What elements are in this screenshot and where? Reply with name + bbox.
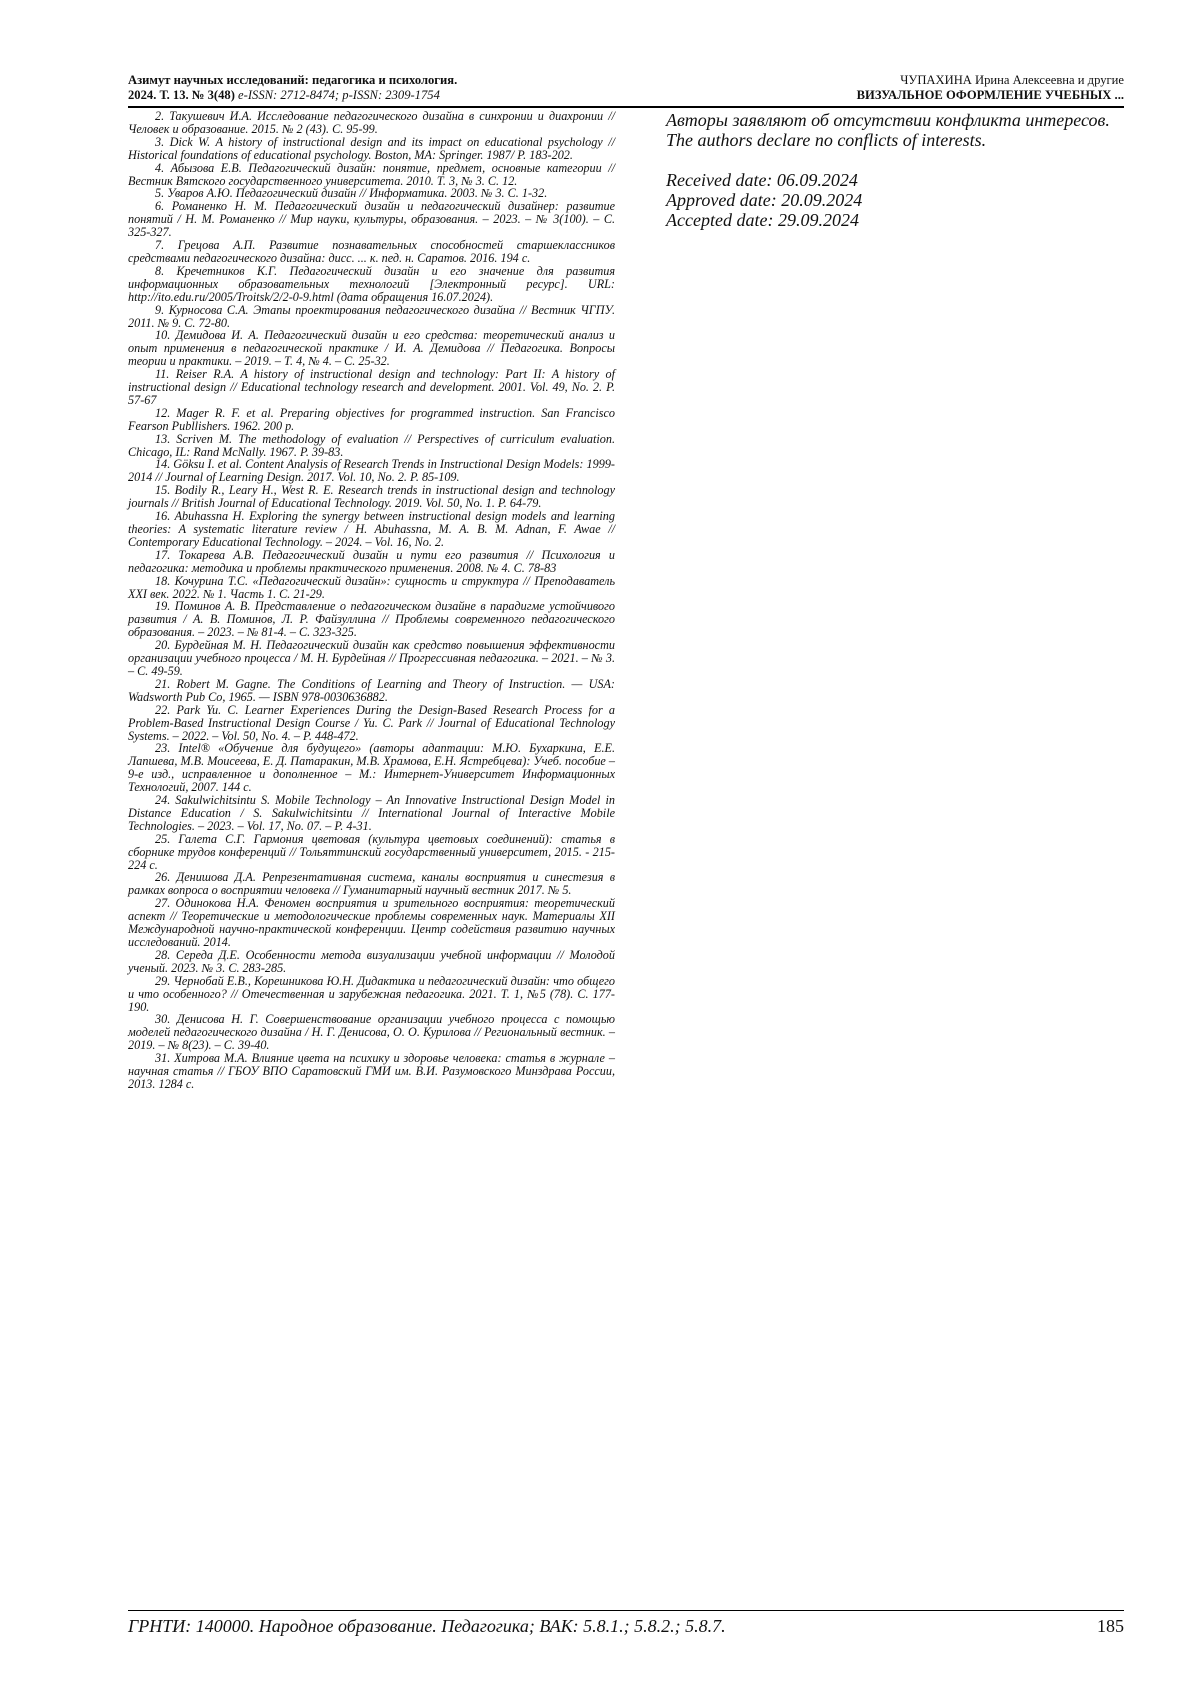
conflict-statement-en: The authors declare no conflicts of interests. [666,130,987,150]
reference-item: 6. Романенко Н. М. Педагогический дизайн и педагогический дизайнер: развитие понятий / Н. М. Романенко // Мир науки, культуры, образования. – 2023. – № 3(100). – С. 325-327. [128,199,615,240]
reference-item: 26. Денишова Д.А. Репрезентативная система, каналы восприятия и синестезия в рамках вопроса о восприятии человека // Гуманитарный научный вестник 2017. № 5. [128,870,615,898]
reference-item: 25. Галета С.Г. Гармония цветовая (культура цветовых соединений): статья в сборнике трудов конференций // Тольяттинский государственный университет, 2015. - 215-224 с. [128,831,615,872]
reference-item: 18. Кочурина Т.С. «Педагогический дизайн»: сущность и структура // Преподаватель XXI век. 2022. № 1. Часть 1. С. 21-29. [128,573,615,601]
reference-item: 17. Токарева А.В. Педагогический дизайн и пути его развития // Психология и педагогика: методика и проблемы практического применения. 2008. № 4. С. 78-83 [128,547,615,575]
issn: e-ISSN: 2712-8474; p-ISSN: 2309-1754 [234,88,440,102]
reference-item: 16. Abuhassna H. Exploring the synergy between instructional design models and learning theories: A systematic literature review / H. Abuhassna, M. A. B. M. Adnan, F. Awae // Contemporary Educational Technology. – 2024. – Vol. 16, No. 2. [128,509,615,549]
article-title: ВИЗУАЛЬНОЕ ОФОРМЛЕНИЕ УЧЕБНЫХ ... [856,88,1124,102]
reference-item: 4. Абызова Е.В. Педагогический дизайн: понятие, предмет, основные категории // Вестник Вятского государственного университета. 2010. Т. 3, № 3. С. 12. [128,160,615,188]
reference-item: 5. Уваров А.Ю. Педагогический дизайн // Информатика. 2003. № 3. С. 1-32. [155,186,548,201]
reference-item: 29. Чернобай Е.В., Корешникова Ю.Н. Дидактика и педагогический дизайн: что общего и что особенного? // Отечественная и зарубежная педагогика. 2021. Т. 1, №5 (78). С. 177-190. [128,973,615,1014]
reference-item: 21. Robert M. Gagne. The Conditions of Learning and Theory of Instruction. — USA: Wadsworth Pub Co, 1965. — ISBN 978-0030636882. [128,676,615,704]
reference-item: 12. Mager R. F. et al. Preparing objectives for programmed instruction. San Francisco Fearson Publlishers. 1962. 200 p. [128,405,615,433]
page-number: 185 [1097,1616,1124,1636]
reference-item: 13. Scriven M. The methodology of evaluation // Perspectives of curriculum evaluation. Chicago, IL: Rand McNally. 1967. P. 39-83. [128,431,615,459]
reference-item: 11. Reiser R.A. A history of instructional design and technology: Part II: A history of instructional design // Educational technology research and development. 2001. Vol. 49, No. 2. P. 57-67 [128,367,615,407]
issue-number: 2024. Т. 13. № 3(48) [128,88,235,102]
reference-item: 27. Одинокова Н.А. Феномен восприятия и зрительного восприятия: теоретический аспект // Теоретические и методологические проблемы современных наук. Материалы XII Международной научно-практической конференции. Центр содействия развитию научных исследований. 2014. [128,896,615,949]
reference-item: 9. Курносова С.А. Этапы проектирования педагогического дизайна // Вестник ЧГПУ. 2011. № 9. С. 72-80. [128,302,615,330]
received-date: Received date: 06.09.2024 [666,170,858,190]
approved-date: Approved date: 20.09.2024 [666,190,863,210]
journal-title: Азимут научных исследований: педагогика и психология. [128,73,458,87]
running-header-right [604,73,1124,103]
article-authors: ЧУПАХИНА Ирина Алексеевна и другие [900,73,1124,87]
reference-item: 10. Демидова И. А. Педагогический дизайн и его средства: теоретический анализ и опыт применения в педагогической практике / И. А. Демидова // Педагогика. Вопросы теории и практики. – 2019. – Т. 4, № 4. – С. 25-32. [128,328,615,369]
reference-item: 23. Intel® «Обучение для будущего» (авторы адаптации: М.Ю. Бухаркина, Е.Е. Лапшева, М.В. Моисеева, Е. Д. Патаракин, М.В. Храмова, Е.Н. Ястребцева): Учеб. пособие – 9-е изд., исправленное и дополненное – М.: Интернет-Университет Информационных Технологий, 2007. 144 с. [128,741,615,795]
reference-item: 2. Такушевич И.А. Исследование педагогического дизайна в синхронии и диахронии // Человек и образование. 2015. № 2 (43). С. 95-99. [128,109,615,136]
reference-item: 7. Грецова А.П. Развитие познавательных способностей старшеклассников средствами педагогического дизайна: дисс. ... к. пед. н. Саратов. 2016. 194 с. [128,238,615,265]
reference-list [128,110,615,1091]
declarations-column [638,110,1126,230]
header-divider [128,106,1124,108]
reference-item: 22. Park Yu. C. Learner Experiences During the Design-Based Research Process for a Problem-Based Instructional Design Course / Yu. C. Park // Journal of Educational Technology Systems. – 2022. – Vol. 50, No. 4. – P. 448-472. [128,702,615,743]
reference-item: 24. Sakulwichitsintu S. Mobile Technology – An Innovative Instructional Design Model in Distance Education / S. Sakulwichitsintu // International Journal of Interactive Mobile Technologies. – 2023. – Vol. 17, No. 07. – P. 4-31. [128,793,615,833]
footer-classification: ГРНТИ: 140000. Народное образование. Педагогика; ВАК: 5.8.1.; 5.8.2.; 5.8.7. [128,1616,726,1636]
spacer [638,150,1126,170]
reference-item: 15. Bodily R., Leary H., West R. E. Research trends in instructional design and technology journals // British Journal of Educational Technology. 2019. Vol. 50, No. 1. P. 64-79. [128,483,615,511]
reference-item: 30. Денисова Н. Г. Совершенствование организации учебного процесса с помощью моделей педагогического дизайна / Н. Г. Денисова, О. О. Курилова // Региональный вестник. – 2019. – № 8(23). – С. 39-40. [128,1012,615,1053]
reference-item: 19. Поминов А. В. Представление о педагогическом дизайне в парадигме устойчивого развития / А. В. Поминов, Л. Р. Файзуллина // Проблемы современного педагогического образования. – 2023. – № 81-4. – С. 323-325. [128,599,615,640]
reference-item: 20. Бурдейная М. Н. Педагогический дизайн как средство повышения эффективности организации учебного процесса / М. Н. Бурдейная // Прогрессивная педагогика. – 2021. – № 3. – С. 49-59. [128,638,615,678]
reference-item: 31. Хитрова М.А. Влияние цвета на психику и здоровье человека: статья в журнале – научная статья // ГБОУ ВПО Саратовский ГМИ им. В.И. Разумовского Минздрава России, 2013. 1284 с. [128,1051,615,1091]
conflict-statement-ru: Авторы заявляют об отсутствии конфликта интересов. [666,110,1110,130]
reference-item: 3. Dick W. A history of instructional design and its impact on educational psychology // Historical foundations of educational psychology. Boston, MA: Springer. 1987/ P. 183-202. [128,134,615,162]
reference-item: 28. Середа Д.Е. Особенности метода визуализации учебной информации // Молодой ученый. 2023. № 3. С. 283-285. [128,947,615,975]
footer-divider [128,1610,1124,1611]
reference-item: 8. Кречетников К.Г. Педагогический дизайн и его значение для развития информационных образовательных технологий [Электронный ресурс]. URL: http://ito.edu.ru/2005/Troitsk/2/2-0-9.html (дата обращения 16.07.2024). [128,263,615,304]
accepted-date: Accepted date: 29.09.2024 [666,210,859,230]
reference-item: 14. Göksu I. et al. Content Analysis of Research Trends in Instructional Design Models: 1999-2014 // Journal of Learning Design. 2017. Vol. 10, No. 2. P. 85-109. [128,457,615,485]
